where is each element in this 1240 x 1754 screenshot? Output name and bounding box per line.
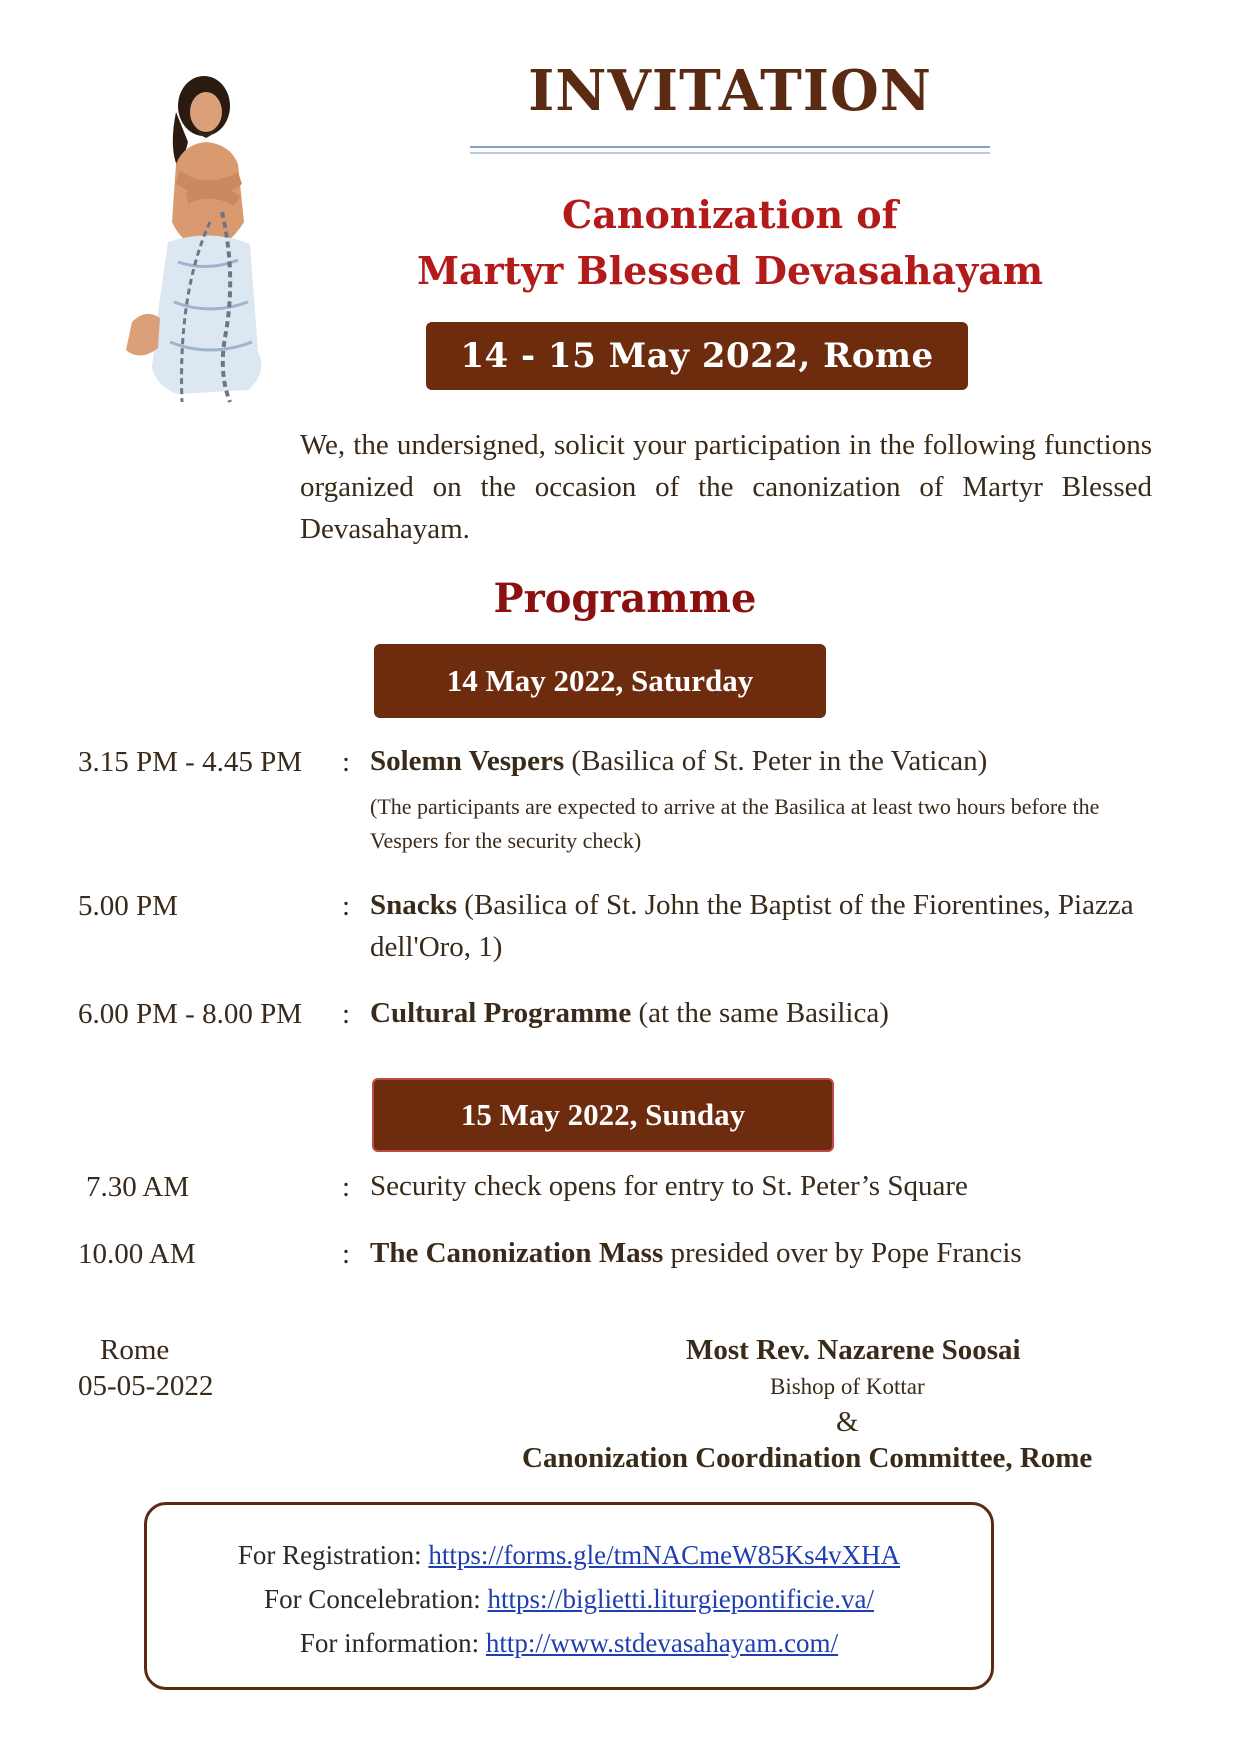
event-detail: presided over by Pope Francis — [663, 1237, 1022, 1269]
event-colon: : — [342, 1238, 351, 1270]
event-time: 5.00 PM — [78, 890, 178, 922]
signatory-ampersand: & — [836, 1406, 859, 1438]
event-detail: (at the same Basilica) — [631, 997, 889, 1029]
concelebration-link-row — [144, 1584, 994, 1615]
event-colon: : — [342, 998, 351, 1030]
concelebration-label: For Concelebration: — [264, 1584, 488, 1614]
intro-paragraph: We, the undersigned, solicit your participation in the following functions organized on the occasion of the canonization of Martyr Blessed Devasahayam. — [300, 429, 1152, 545]
event-description: Security check opens for entry to St. Peter’s Square — [370, 1170, 968, 1202]
event-description — [370, 1232, 1150, 1274]
event-detail: (Basilica of St. John the Baptist of the Fiorentines, Piazza dell'Oro, 1) — [370, 889, 1134, 963]
information-link[interactable]: http://www.stdevasahayam.com/ — [485, 1628, 839, 1658]
event-colon: : — [342, 746, 351, 778]
registration-link[interactable]: https://forms.gle/tmNACmeW85Ks4vXHA — [428, 1540, 901, 1570]
day-2-banner: 15 May 2022, Sunday — [372, 1078, 834, 1152]
programme-heading: Programme — [493, 575, 757, 622]
event-time: 3.15 PM - 4.45 PM — [78, 746, 302, 778]
footer-date: 05-05-2022 — [78, 1370, 214, 1402]
event-description — [370, 740, 1150, 782]
subtitle-line-2: Martyr Blessed Devasahayam — [416, 248, 1044, 293]
date-banner: 14 - 15 May 2022, Rome — [426, 322, 968, 390]
concelebration-link[interactable]: https://biglietti.liturgiepontificie.va/ — [487, 1584, 874, 1614]
event-detail: (Basilica of St. Peter in the Vatican) — [564, 745, 988, 777]
footer-place: Rome — [100, 1334, 170, 1366]
event-description — [370, 992, 1150, 1034]
event-title: Snacks — [370, 889, 458, 921]
information-link-row — [144, 1628, 994, 1659]
day-1-banner: 14 May 2022, Saturday — [374, 644, 826, 718]
event-title: Solemn Vespers — [370, 745, 565, 777]
event-title: Cultural Programme — [370, 997, 632, 1029]
signatory-role: Bishop of Kottar — [770, 1374, 925, 1399]
committee-name: Canonization Coordination Committee, Rome — [522, 1442, 1093, 1474]
subtitle-line-1: Canonization of — [562, 192, 898, 237]
event-colon: : — [342, 890, 351, 922]
information-label: For information: — [299, 1628, 486, 1658]
event-note: (The participants are expected to arrive at the Basilica at least two hours before the Vespers for the security check) — [370, 794, 1100, 853]
event-description — [370, 884, 1150, 968]
event-time: 7.30 AM — [86, 1171, 190, 1203]
saint-figure-illustration — [118, 72, 298, 412]
invitation-title: INVITATION — [528, 58, 932, 124]
signatory-name: Most Rev. Nazarene Soosai — [686, 1334, 1021, 1366]
registration-label: For Registration: — [237, 1540, 429, 1570]
event-time: 6.00 PM - 8.00 PM — [78, 998, 302, 1030]
event-colon: : — [342, 1171, 351, 1203]
title-underline — [470, 146, 990, 148]
title-underline-secondary — [470, 152, 990, 154]
event-title: The Canonization Mass — [370, 1237, 664, 1269]
event-time: 10.00 AM — [78, 1238, 196, 1270]
registration-link-row — [144, 1540, 994, 1571]
